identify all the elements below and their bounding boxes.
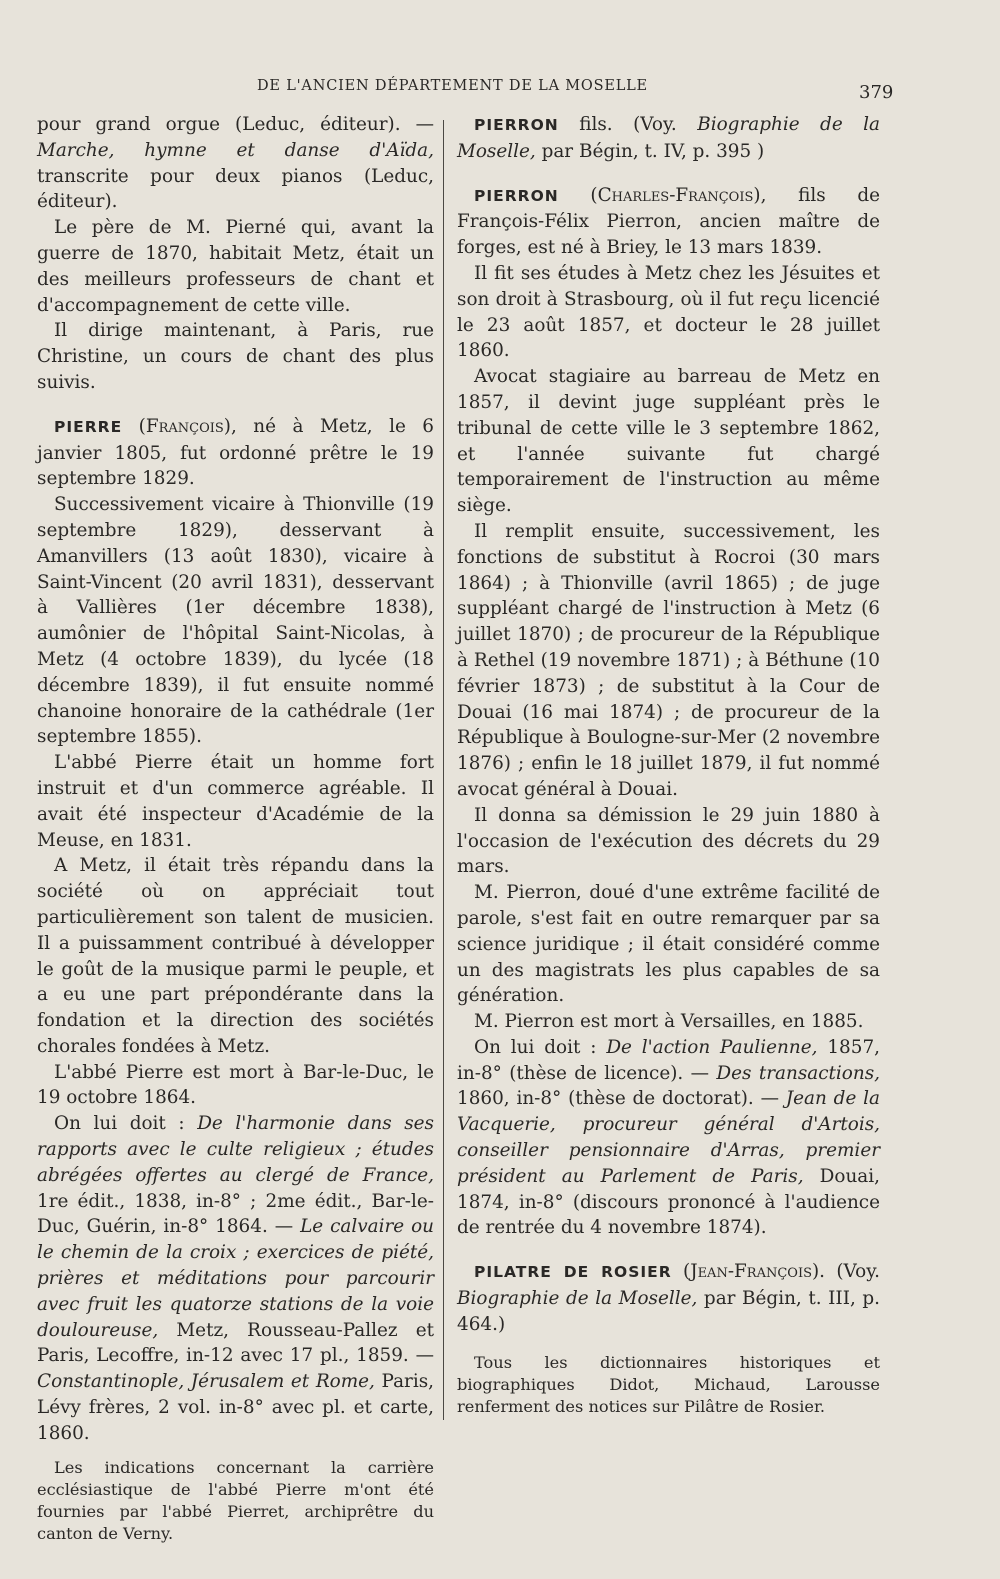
paragraph: M. Pierron, doué d'une extrême facilité de parole, s'est fait en outre remarquer par sa science juridique ; il était considéré comme un des magistrats les plus capables de sa génération. [457,882,880,1007]
paragraph: Le père de M. Pierné qui, avant la guerre de 1870, habitait Metz, était un des meilleurs professeurs de chant et d'accompagnement de cette ville. [37,217,434,316]
paragraph: Il fit ses études à Metz chez les Jésuites et son droit à Strasbourg, où il fut reçu licencié le 23 août 1857, et docteur le 28 juillet 1860. [457,262,880,362]
paragraph: M. Pierron est mort à Versailles, en 1885. [474,1011,864,1033]
paragraph: L'abbé Pierre était un homme fort instruit et d'un commerce agréable. Il avait été inspecteur d'Académie de la Meuse, en 1831. [37,752,434,851]
entry-name: PIERRON [474,186,559,205]
paragraph: Il remplit ensuite, successivement, les fonctions de substitut à Rocroi (30 mars 1864) ; à Thionville (avril 1865) ; de juge suppléant chargé de l'instruction à Metz (6 juillet 1870) ; de procureur de la République à Rethel (19 novembre 1871) ; à Béthune (10 février 1873) ; de substitut à la Cour de Douai (16 mai 1874) ; de procureur de la République à Boulogne-sur-Mer (2 novembre 1876) ; enfin le 18 juillet 1879, il fut nommé avocat général à Douai. [457,520,880,800]
paragraph: L'abbé Pierre est mort à Bar-le-Duc, le 19 octobre 1864. [37,1061,434,1109]
left-column [37,112,434,1545]
entry-pierron-fils: PIERRON fils. (Voy. Biographie de la Moselle, par Bégin, t. IV, p. 395 ) [457,114,881,162]
entry-name: PILATRE DE ROSIER [474,1263,672,1282]
right-column [457,112,880,1418]
entry-pierre: PIERRE (François), né à Metz, le 6 janvier 1805, fut ordonné prêtre le 19 septembre 1829. [37,415,435,490]
entry-name: PIERRON [474,116,559,134]
source-note: Tous les dictionnaires historiques et biographiques Didot, Michaud, Larousse renferment des notices sur Pilâtre de Rosier. [457,1352,880,1416]
entry-name: PIERRE [54,417,123,436]
paragraph: pour grand orgue (Leduc, éditeur). — Marche, hymne et danse d'Aïda, transcrite pour deux pianos (Leduc, éditeur). [37,114,434,213]
source-note: Les indications concernant la carrière ecclésiastique de l'abbé Pierre m'ont été fournies par l'abbé Pierret, archiprêtre du canton de Verny. [37,1457,434,1543]
column-divider [443,120,444,1420]
paragraph: Avocat stagiaire au barreau de Metz en 1857, il devint juge suppléant près le tribunal de cette ville le 3 septembre 1862, et l'année suivante fut chargé temporairement de l'instruction au même siège. [457,366,880,517]
paragraph: Il dirige maintenant, à Paris, rue Christine, un cours de chant des plus suivis. [37,320,434,393]
page-number: 379 [859,82,894,103]
paragraph: Successivement vicaire à Thionville (19 septembre 1829), desservant à Amanvillers (13 août 1830), vicaire à Saint-Vincent (20 avril 1831), desservant à Vallières (1er décembre 1838), aumônier de l'hôpital Saint-Nicolas, à Metz (4 octobre 1839), du lycée (18 décembre 1839), il fut ensuite nommé chanoine honoraire de la cathédrale (1er septembre 1855). [37,494,434,748]
paragraph: Il donna sa démission le 29 juin 1880 à l'occasion de l'exécution des décrets du 29 mars. [457,804,880,878]
works-paragraph: On lui doit : De l'harmonie dans ses rapports avec le culte religieux ; études abrégées offertes au clergé de France, 1re édit., 1838, in-8° ; 2me édit., Bar-le-Duc, Guérin, in-8° 1864. — Le calvaire ou le chemin de la croix ; exercices de piété, prières et méditations pour parcourir avec fruit les quatorze stations de la voie douloureuse, Metz, Rousseau-Pallez et Paris, Lecoffre, in-12 avec 17 pl., 1859. — Constantinople, Jérusalem et Rome, Paris, Lévy frères, 2 vol. in-8° avec pl. et carte, 1860. [37,1113,434,1444]
paragraph: A Metz, il était très répandu dans la société où on appréciait tout particulièrement son talent de musicien. Il a puissamment contribué à développer le goût de la musique parmi le peuple, et a eu une part prépondérante dans la fondation et la direction des sociétés chorales fondées à Metz. [37,855,434,1057]
works-paragraph: On lui doit : De l'action Paulienne, 1857, in-8° (thèse de licence). — Des transactions, 1860, in-8° (thèse de doctorat). — Jean de la Vacquerie, procureur général d'Artois, conseiller pensionnaire d'Arras, premier président au Parlement de Paris, Douai, 1874, in-8° (discours prononcé à l'audience de rentrée du 4 novembre 1874). [457,1036,880,1239]
entry-pierron-charles-francois: PIERRON (Charles-François), fils de François-Félix Pierron, ancien maître de forges, est né à Briey, le 13 mars 1839. [457,184,880,259]
running-title: DE L'ANCIEN DÉPARTEMENT DE LA MOSELLE [257,78,648,94]
entry-pilatre-de-rosier: PILATRE DE ROSIER (Jean-François). (Voy. Biographie de la Moselle, par Bégin, t. III, p. 464.) [457,1261,881,1335]
